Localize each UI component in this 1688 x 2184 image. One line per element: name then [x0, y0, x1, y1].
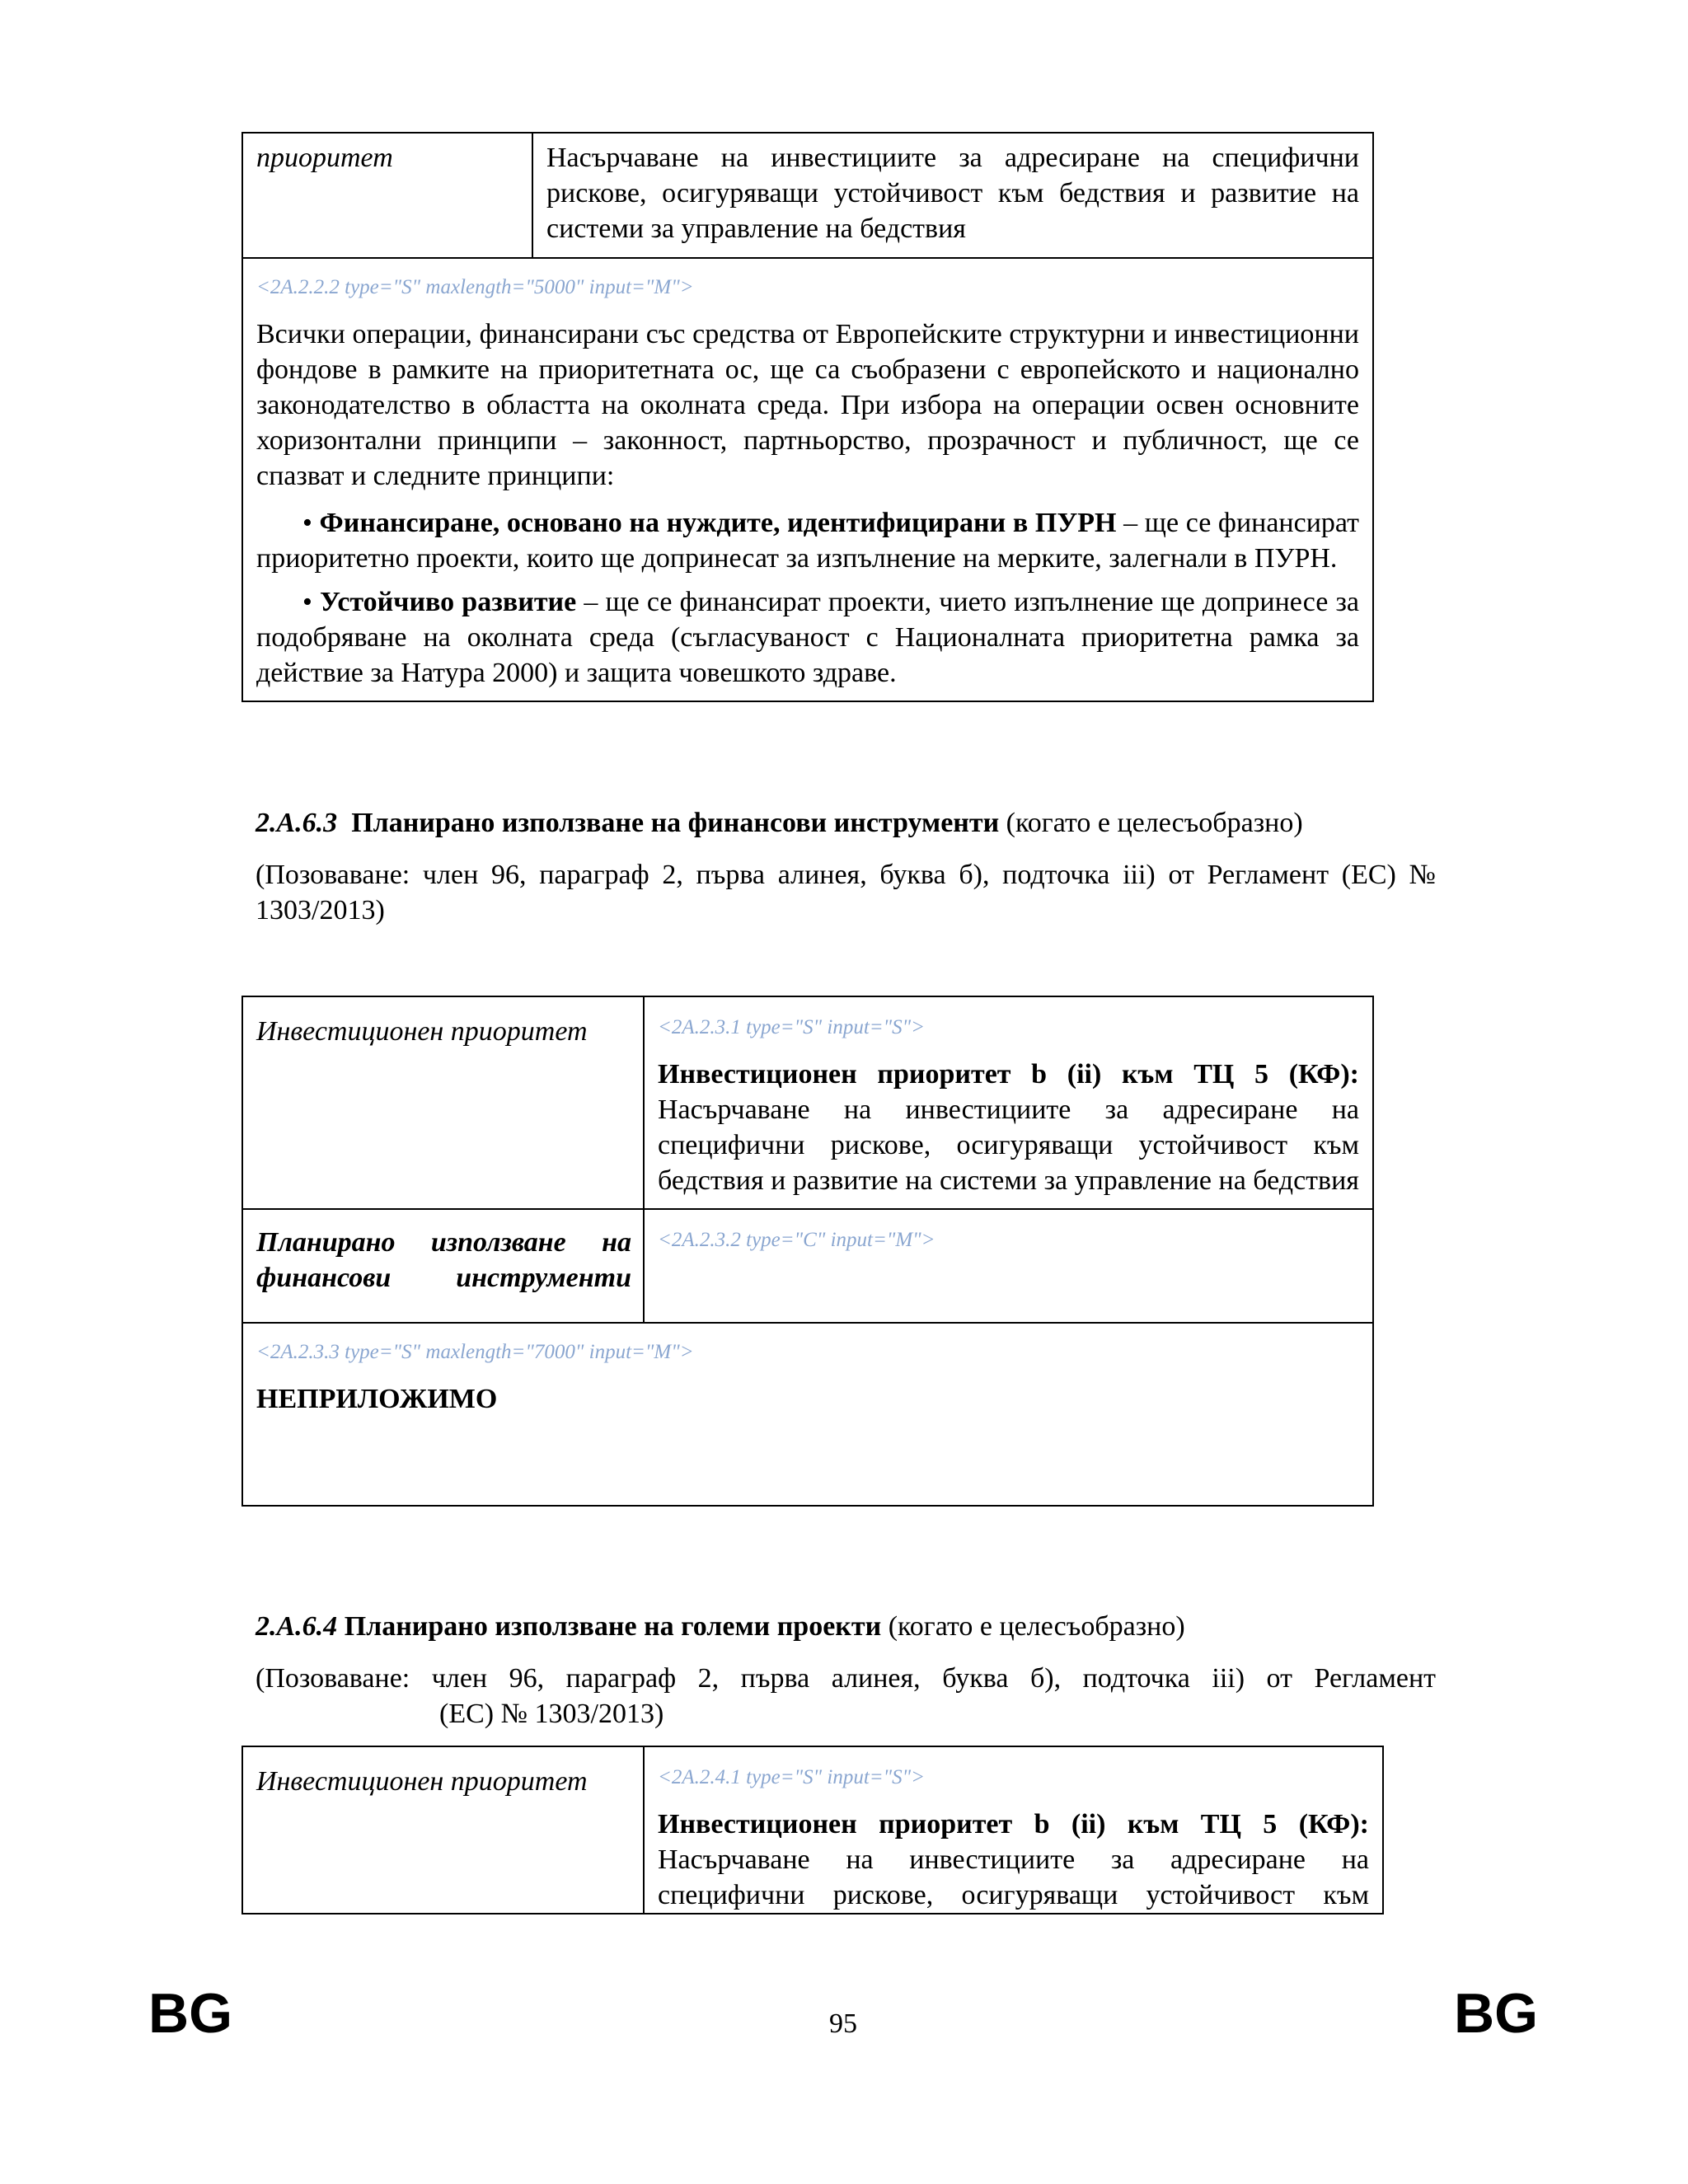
table-row: [242, 1746, 1383, 1914]
field-tag: <2A.2.4.1 type="S" input="S">: [658, 1766, 926, 1788]
planned-fi-value-cell: [644, 1209, 1373, 1323]
investment-priority-text: Насърчаване на инвестициите за адресиране на специфични рискове, осигуряващи устойчивост към бедствия и развитие на системи за управление на бедствия: [658, 1094, 1359, 1196]
investment-priority-value-cell: [644, 1746, 1383, 1914]
footer-country-code-left: BG: [148, 1982, 232, 2045]
table-row: [242, 258, 1373, 701]
investment-priority-value-cell: [644, 996, 1373, 1209]
investment-priority-text: Насърчаване на инвестициите за адресиране на специфични рискове, осигуряващи устойчивост към: [658, 1844, 1369, 1910]
footer-country-code-right: BG: [1454, 1982, 1538, 2045]
priority-label-cell: [242, 133, 532, 258]
investment-priority-heading: Инвестиционен приоритет b (ii) към ТЦ 5 (КФ):: [658, 1059, 1359, 1090]
table-row: [242, 1323, 1373, 1506]
investment-priority-label-cell: [242, 1746, 644, 1914]
section-heading-2a63: [256, 805, 1434, 841]
bullet-icon: •: [302, 508, 320, 538]
field-tag: <2A.2.3.1 type="S" input="S">: [658, 1016, 926, 1038]
planned-fi-label-cell: [242, 1209, 644, 1323]
planned-fi-label: Планирано използване на финансови инструменти: [256, 1227, 631, 1293]
priority-label: приоритет: [256, 143, 393, 173]
table-row: [242, 996, 1373, 1209]
section-number: 2.A.6.4: [256, 1611, 338, 1642]
field-tag: <2A.2.3.3 type="S" maxlength="7000" input="M">: [256, 1341, 694, 1363]
section-title: Планирано използване на големи проекти: [344, 1611, 882, 1642]
investment-priority-label: Инвестиционен приоритет: [256, 1016, 588, 1047]
section-suffix: (когато е целесъобразно): [881, 1611, 1185, 1642]
field-tag: <2A.2.3.2 type="C" input="M">: [658, 1229, 935, 1251]
financial-instruments-table: [241, 996, 1374, 1507]
section-heading-2a64: [256, 1609, 1434, 1644]
table-row: [242, 133, 1373, 258]
table-row: [242, 1209, 1373, 1323]
principle-bullet-sustainable: • Устойчиво развитие – ще се финансират проекти, чието изпълнение ще допринесе за подобряване на околната среда (съгласуваност с Националната приоритетна рамка за действие за Натура 2000) и защита човешкото здраве.: [256, 587, 1359, 688]
investment-priority-label: Инвестиционен приоритет: [256, 1766, 588, 1797]
principles-paragraph: Всички операции, финансирани със средства от Европейските структурни и инвестиционни фондове в рамките на приоритетната ос, ще са съобразени с европейското и национално законодателство в областта на околната среда. При избора на операции освен основните хоризонтални принципи – законност, партньорство, прозрачност и публичност, ще се спазват и следните принципи:: [256, 319, 1359, 491]
section-suffix: (когато е целесъобразно): [999, 808, 1303, 838]
bullet-icon: •: [302, 587, 321, 617]
principle-bullet-needs: • Финансиране, основано на нуждите, идентифицирани в ПУРН – ще се финансират приоритетно проекти, които ще допринесат за изпълнение на мерките, залегнали в ПУРН.: [256, 508, 1359, 574]
investment-priority-label-cell: [242, 996, 644, 1209]
guiding-principles-cell: [242, 258, 1373, 701]
section-reference-2a63: (Позоваване: член 96, параграф 2, първа алинея, буква б), подточка iii) от Регламент (ЕС) № 1303/2013): [256, 860, 1436, 926]
not-applicable-text: НЕПРИЛОЖИМО: [256, 1384, 498, 1414]
section-number: 2.A.6.3: [256, 808, 338, 838]
field-tag: <2A.2.2.2 type="S" maxlength="5000" input="M">: [256, 276, 694, 298]
fi-description-cell: [242, 1323, 1373, 1506]
section-reference-2a64-line2: (ЕС) № 1303/2013): [439, 1699, 664, 1729]
section-reference-2a64-line1: (Позоваване: член 96, параграф 2, първа алинея, буква б), подточка iii) от Регламент: [256, 1663, 1436, 1694]
investment-priority-heading: Инвестиционен приоритет b (ii) към ТЦ 5 (КФ):: [658, 1809, 1369, 1840]
section-title: Планирано използване на финансови инструменти: [351, 808, 1000, 838]
priority-table: [241, 132, 1374, 702]
priority-value-cell: [532, 133, 1373, 258]
major-projects-table: [241, 1746, 1384, 1915]
page-number: 95: [829, 2008, 857, 2039]
priority-value: Насърчаване на инвестициите за адресиране на специфични рискове, осигуряващи устойчивост към бедствия и развитие на системи за управление на бедствия: [546, 143, 1359, 244]
